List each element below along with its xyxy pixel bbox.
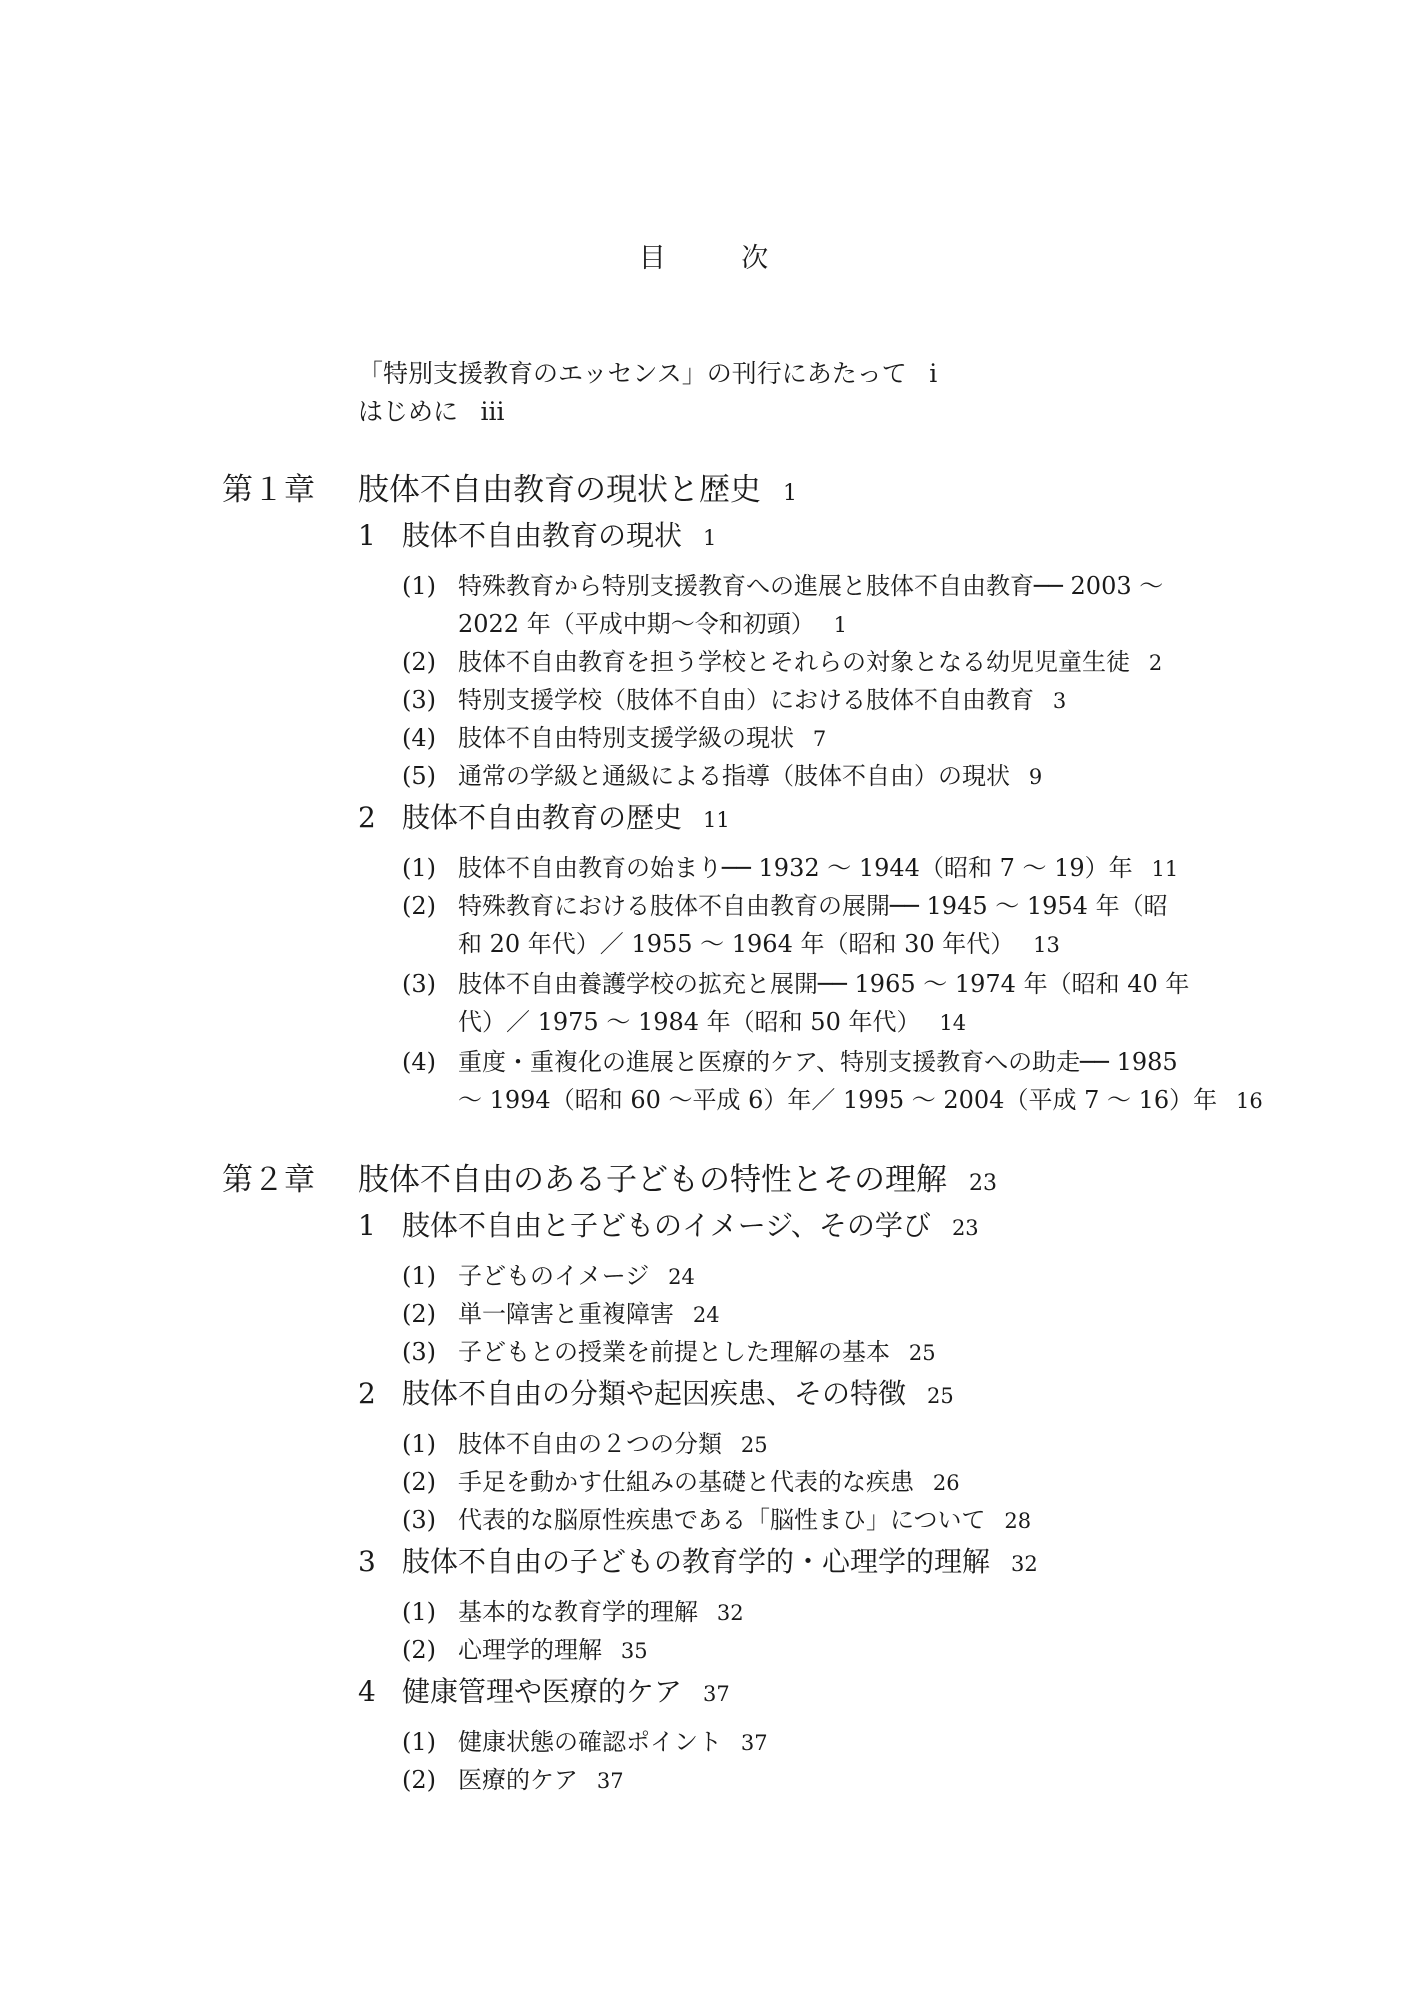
section-number: 1 bbox=[358, 519, 376, 552]
item-title: 単一障害と重複障害 bbox=[458, 1300, 674, 1328]
page-number: 2 bbox=[1148, 651, 1163, 675]
item-title: 肢体不自由教育を担う学校とそれらの対象となる幼児児童生徒 bbox=[458, 648, 1130, 676]
toc-entry-front bbox=[358, 354, 937, 390]
section-heading bbox=[358, 514, 716, 554]
item-number: (2) bbox=[402, 648, 436, 676]
item-number: (3) bbox=[402, 1506, 436, 1534]
page-number: 13 bbox=[1033, 933, 1060, 957]
item-title: 肢体不自由教育の始まり── 1932 〜 1944（昭和 7 〜 19）年 bbox=[458, 854, 1133, 882]
toc-item bbox=[402, 756, 1042, 791]
page-number: 25 bbox=[908, 1341, 936, 1365]
item-title: 特別支援学校（肢体不自由）における肢体不自由教育 bbox=[458, 686, 1034, 714]
chapter-title: 肢体不自由教育の現状と歴史 bbox=[358, 472, 761, 508]
item-title: 手足を動かす仕組みの基礎と代表的な疾患 bbox=[458, 1468, 914, 1496]
section-heading bbox=[358, 1204, 979, 1244]
item-title: 重度・重複化の進展と医療的ケア、特別支援教育への助走── 1985 bbox=[458, 1048, 1178, 1076]
toc-item-continuation bbox=[458, 604, 847, 639]
item-number: (1) bbox=[402, 572, 436, 600]
page-number: 37 bbox=[703, 1682, 730, 1706]
item-title: 子どもとの授業を前提とした理解の基本 bbox=[458, 1338, 890, 1366]
chapter-title: 肢体不自由のある子どもの特性とその理解 bbox=[358, 1162, 947, 1198]
page-number: 37 bbox=[596, 1769, 624, 1793]
toc-item bbox=[402, 1760, 624, 1795]
page-number: 11 bbox=[703, 808, 730, 832]
item-number: (3) bbox=[402, 1338, 436, 1366]
item-number: (1) bbox=[402, 1728, 436, 1756]
toc-item bbox=[402, 566, 1163, 601]
page-number: i bbox=[929, 359, 938, 388]
section-title: 肢体不自由と子どものイメージ、その学び bbox=[402, 1209, 931, 1242]
item-number: (1) bbox=[402, 854, 436, 882]
item-title-continued: 代）／ 1975 〜 1984 年（昭和 50 年代） bbox=[458, 1008, 921, 1036]
toc-item bbox=[402, 1332, 936, 1367]
item-number: (2) bbox=[402, 1766, 436, 1794]
page-number: 9 bbox=[1028, 765, 1043, 789]
section-number: 2 bbox=[358, 801, 376, 834]
toc-item bbox=[402, 886, 1168, 921]
chapter-number: 第２章 bbox=[222, 1162, 315, 1198]
item-number: (2) bbox=[402, 1300, 436, 1328]
item-number: (3) bbox=[402, 686, 436, 714]
page-number: 1 bbox=[783, 481, 797, 506]
page-number: 1 bbox=[703, 526, 717, 550]
section-title: 肢体不自由の分類や起因疾患、その特徴 bbox=[402, 1377, 907, 1410]
item-title: 子どものイメージ bbox=[458, 1262, 650, 1290]
entry-label: はじめに bbox=[358, 397, 459, 426]
page-number: 37 bbox=[740, 1731, 768, 1755]
page-number: 25 bbox=[740, 1433, 768, 1457]
page-number: 7 bbox=[812, 727, 827, 751]
page-number: 11 bbox=[1151, 857, 1179, 881]
chapter-heading bbox=[222, 1154, 997, 1199]
section-number: 1 bbox=[358, 1209, 376, 1242]
chapter-number: 第１章 bbox=[222, 472, 315, 508]
page-number: 24 bbox=[692, 1303, 720, 1327]
page-number: 14 bbox=[939, 1011, 967, 1035]
item-title: 特殊教育における肢体不自由教育の展開── 1945 〜 1954 年（昭 bbox=[458, 892, 1168, 920]
section-heading bbox=[358, 1670, 730, 1710]
toc-item-continuation bbox=[458, 1002, 966, 1037]
item-title: 医療的ケア bbox=[458, 1766, 578, 1794]
section-number: 3 bbox=[358, 1545, 376, 1578]
entry-label: 「特別支援教育のエッセンス」の刊行にあたって bbox=[358, 359, 907, 388]
item-title: 肢体不自由の２つの分類 bbox=[458, 1430, 722, 1458]
item-number: (1) bbox=[402, 1430, 436, 1458]
item-title: 通常の学級と通級による指導（肢体不自由）の現状 bbox=[458, 762, 1010, 790]
item-title-continued: 和 20 年代）／ 1955 〜 1964 年（昭和 30 年代） bbox=[458, 930, 1015, 958]
item-title: 代表的な脳原性疾患である「脳性まひ」について bbox=[458, 1506, 986, 1534]
page-number: 3 bbox=[1052, 689, 1067, 713]
chapter-heading bbox=[222, 464, 797, 509]
section-heading bbox=[358, 1372, 954, 1412]
toc-item bbox=[402, 718, 826, 753]
section-heading bbox=[358, 796, 730, 836]
section-title: 肢体不自由教育の歴史 bbox=[402, 801, 683, 834]
toc-item bbox=[402, 848, 1178, 883]
toc-item bbox=[402, 1256, 695, 1291]
toc-item bbox=[402, 964, 1189, 999]
section-number: 4 bbox=[358, 1675, 376, 1708]
toc-item bbox=[402, 1500, 1031, 1535]
toc-item bbox=[402, 1722, 768, 1757]
toc-item bbox=[402, 1630, 648, 1665]
toc-entry-front bbox=[358, 392, 505, 428]
toc-item-continuation bbox=[458, 1080, 1263, 1115]
section-heading bbox=[358, 1540, 1038, 1580]
page-number: 32 bbox=[716, 1601, 744, 1625]
page-number: 23 bbox=[951, 1216, 979, 1240]
item-title: 健康状態の確認ポイント bbox=[458, 1728, 722, 1756]
item-number: (1) bbox=[402, 1598, 436, 1626]
item-number: (2) bbox=[402, 1636, 436, 1664]
toc-item bbox=[402, 1462, 960, 1497]
item-title-continued: 〜 1994（昭和 60 〜平成 6）年／ 1995 〜 2004（平成 7 〜 16）年 bbox=[458, 1086, 1218, 1114]
page-number: 25 bbox=[927, 1384, 954, 1408]
item-title: 基本的な教育学的理解 bbox=[458, 1598, 698, 1626]
page-number: 26 bbox=[932, 1471, 960, 1495]
page-number: 35 bbox=[620, 1639, 648, 1663]
section-title: 肢体不自由教育の現状 bbox=[402, 519, 683, 552]
section-title: 健康管理や医療的ケア bbox=[402, 1675, 683, 1708]
item-title: 心理学的理解 bbox=[458, 1636, 602, 1664]
item-number: (4) bbox=[402, 1048, 436, 1076]
item-number: (2) bbox=[402, 1468, 436, 1496]
item-number: (5) bbox=[402, 762, 436, 790]
toc-item bbox=[402, 1042, 1178, 1077]
item-number: (4) bbox=[402, 724, 436, 752]
item-title-continued: 2022 年（平成中期〜令和初頭） bbox=[458, 610, 815, 638]
toc-item bbox=[402, 642, 1162, 677]
page-number: iii bbox=[480, 397, 505, 426]
section-number: 2 bbox=[358, 1377, 376, 1410]
page-number: 24 bbox=[668, 1265, 695, 1289]
page-number: 32 bbox=[1011, 1552, 1038, 1576]
item-number: (1) bbox=[402, 1262, 436, 1290]
page-number: 1 bbox=[833, 613, 847, 637]
page-title: 目 次 bbox=[638, 243, 793, 274]
item-number: (2) bbox=[402, 892, 436, 920]
toc-item bbox=[402, 680, 1066, 715]
item-number: (3) bbox=[402, 970, 436, 998]
toc-item-continuation bbox=[458, 924, 1060, 959]
item-title: 肢体不自由養護学校の拡充と展開── 1965 〜 1974 年（昭和 40 年 bbox=[458, 970, 1190, 998]
item-title: 肢体不自由特別支援学級の現状 bbox=[458, 724, 794, 752]
toc-item bbox=[402, 1424, 768, 1459]
page-number: 23 bbox=[969, 1171, 997, 1196]
section-title: 肢体不自由の子どもの教育学的・心理学的理解 bbox=[402, 1545, 991, 1578]
toc-item bbox=[402, 1294, 720, 1329]
toc-item bbox=[402, 1592, 744, 1627]
page-number: 16 bbox=[1236, 1089, 1263, 1113]
item-title: 特殊教育から特別支援教育への進展と肢体不自由教育── 2003 〜 bbox=[458, 572, 1164, 600]
page-number: 28 bbox=[1004, 1509, 1032, 1533]
